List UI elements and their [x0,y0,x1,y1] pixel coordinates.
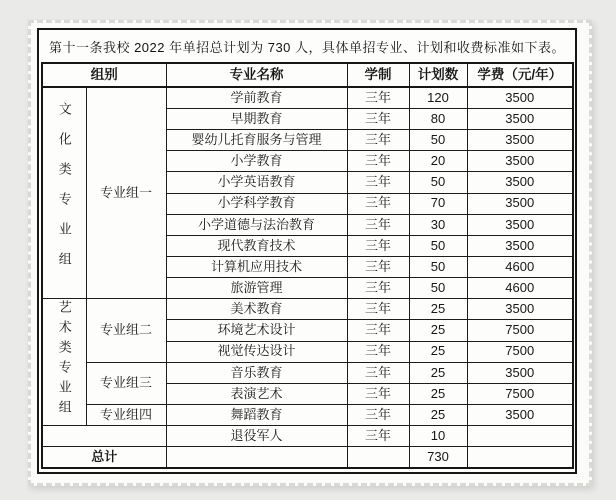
cell-plan: 20 [409,151,467,172]
cell-plan: 120 [409,87,467,108]
table-row [42,404,573,425]
cell-duration: 三年 [347,151,409,172]
cell-major: 早期教育 [166,108,347,129]
cell-major: 现代教育技术 [166,235,347,256]
cell-fee [467,426,573,447]
document-border-box [37,28,577,474]
table-row [42,87,573,108]
enrollment-plan-table-wrap [41,62,574,469]
cell-plan: 80 [409,108,467,129]
cell-duration: 三年 [347,362,409,383]
cell-duration: 三年 [347,426,409,447]
document-page [28,20,592,486]
total-major-cell [166,447,347,468]
table-row [42,362,573,383]
cell-duration: 三年 [347,193,409,214]
enrollment-plan-table [41,62,574,469]
cell-fee: 3500 [467,108,573,129]
cell-fee: 3500 [467,151,573,172]
cell-duration: 三年 [347,235,409,256]
cell-major: 视觉传达设计 [166,341,347,362]
cell-major: 旅游管理 [166,278,347,299]
cell-major: 舞蹈教育 [166,404,347,425]
cell-major: 美术教育 [166,299,347,320]
cell-plan: 10 [409,426,467,447]
cell-duration: 三年 [347,108,409,129]
cell-duration: 三年 [347,256,409,277]
cell-plan: 70 [409,193,467,214]
cell-duration: 三年 [347,172,409,193]
group-culture-label: 文化类专业组 [56,101,72,282]
cell-major: 环境艺术设计 [166,320,347,341]
group-art-label: 艺术类专业组 [56,300,72,421]
subgroup-1-cell: 专业组一 [86,87,166,298]
cell-plan: 50 [409,256,467,277]
cell-duration: 三年 [347,214,409,235]
cell-duration: 三年 [347,299,409,320]
subgroup-3-cell: 专业组三 [86,362,166,404]
cell-duration: 三年 [347,87,409,108]
header-group: 组别 [42,63,166,87]
cell-fee: 3500 [467,404,573,425]
subgroup-2-cell: 专业组二 [86,299,166,362]
cell-fee: 7500 [467,383,573,404]
cell-plan: 25 [409,383,467,404]
cell-plan: 25 [409,362,467,383]
subgroup-4-cell: 专业组四 [86,404,166,425]
cell-plan: 50 [409,278,467,299]
cell-plan: 25 [409,299,467,320]
header-fee: 学费（元/年） [467,63,573,87]
cell-fee: 3500 [467,193,573,214]
cell-duration: 三年 [347,341,409,362]
cell-fee: 3500 [467,299,573,320]
cell-duration: 三年 [347,130,409,151]
cell-major: 学前教育 [166,87,347,108]
cell-fee: 3500 [467,235,573,256]
cell-plan: 50 [409,172,467,193]
veteran-group-cell [42,426,166,447]
cell-major: 音乐教育 [166,362,347,383]
cell-duration: 三年 [347,404,409,425]
cell-major: 退役军人 [166,426,347,447]
cell-fee: 3500 [467,172,573,193]
cell-plan: 25 [409,404,467,425]
cell-plan: 30 [409,214,467,235]
cell-plan: 50 [409,235,467,256]
cell-major: 婴幼儿托育服务与管理 [166,130,347,151]
cell-fee: 3500 [467,130,573,151]
cell-duration: 三年 [347,320,409,341]
document-title: 第十一条我校 2022 年单招总计划为 730 人，具体单招专业、计划和收费标准如下表。 [48,39,566,55]
cell-plan: 25 [409,320,467,341]
cell-plan: 25 [409,341,467,362]
table-row-total [42,447,573,468]
cell-fee: 4600 [467,256,573,277]
group-art-cell [42,299,86,426]
cell-major: 小学英语教育 [166,172,347,193]
cell-duration: 三年 [347,278,409,299]
cell-plan: 50 [409,130,467,151]
total-fee-cell [467,447,573,468]
cell-major: 小学道德与法治教育 [166,214,347,235]
header-row [42,63,573,87]
total-plan-cell: 730 [409,447,467,468]
cell-major: 计算机应用技术 [166,256,347,277]
total-duration-cell [347,447,409,468]
cell-fee: 3500 [467,214,573,235]
header-major: 专业名称 [166,63,347,87]
cell-major: 小学教育 [166,151,347,172]
cell-duration: 三年 [347,383,409,404]
total-label-cell: 总计 [42,447,166,468]
table-row [42,299,573,320]
cell-major: 小学科学教育 [166,193,347,214]
cell-major: 表演艺术 [166,383,347,404]
group-culture-cell [42,87,86,298]
cell-fee: 3500 [467,87,573,108]
cell-fee: 7500 [467,320,573,341]
cell-fee: 3500 [467,362,573,383]
header-duration: 学制 [347,63,409,87]
cell-fee: 7500 [467,341,573,362]
cell-fee: 4600 [467,278,573,299]
header-plan: 计划数 [409,63,467,87]
table-row-veteran [42,426,573,447]
